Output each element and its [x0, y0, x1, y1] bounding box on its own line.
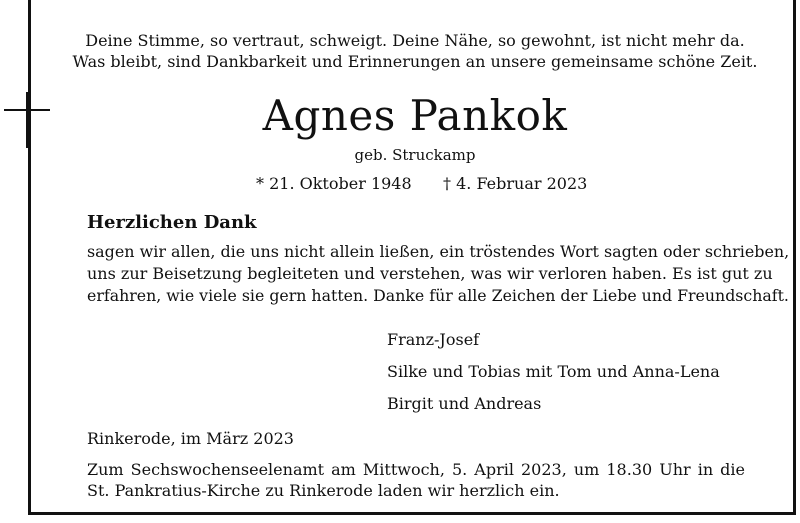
signatory-2: Silke und Tobias mit Tom und Anna-Lena [387, 362, 720, 381]
thanks-line-2: uns zur Beisetzung begleiteten und verstehen, was wir verloren haben. Es ist gut zu [87, 264, 773, 283]
thanks-heading: Herzlichen Dank [87, 212, 257, 233]
deceased-name: Agnes Pankok [262, 91, 568, 140]
cross-vertical-bar [26, 92, 28, 148]
signatory-1: Franz-Josef [387, 330, 480, 349]
birth-date: * 21. Oktober 1948 [256, 174, 412, 193]
invitation-line-1: Zum Sechswochenseelenamt am Mittwoch, 5. April 2023, um 18.30 Uhr in die [87, 460, 745, 479]
thanks-line-3: erfahren, wie viele sie gern hatten. Danke für alle Zeichen der Liebe und Freundschaft. [87, 286, 789, 305]
cross-horizontal-bar [4, 109, 50, 111]
thanks-line-1: sagen wir allen, die uns nicht allein ließen, ein tröstendes Wort sagten oder schrieben, [87, 242, 790, 261]
invitation-line-2: St. Pankratius-Kirche zu Rinkerode laden wir herzlich ein. [87, 481, 560, 500]
born-name: geb. Struckamp [354, 146, 476, 164]
verse-line-1: Deine Stimme, so vertraut, schweigt. Deine Nähe, so gewohnt, ist nicht mehr da. [85, 31, 745, 50]
verse-line-2: Was bleibt, sind Dankbarkeit und Erinnerungen an unsere gemeinsame schöne Zeit. [72, 52, 758, 71]
death-date: † 4. Februar 2023 [443, 174, 588, 193]
signatory-3: Birgit und Andreas [387, 394, 542, 413]
place-date: Rinkerode, im März 2023 [87, 429, 294, 448]
